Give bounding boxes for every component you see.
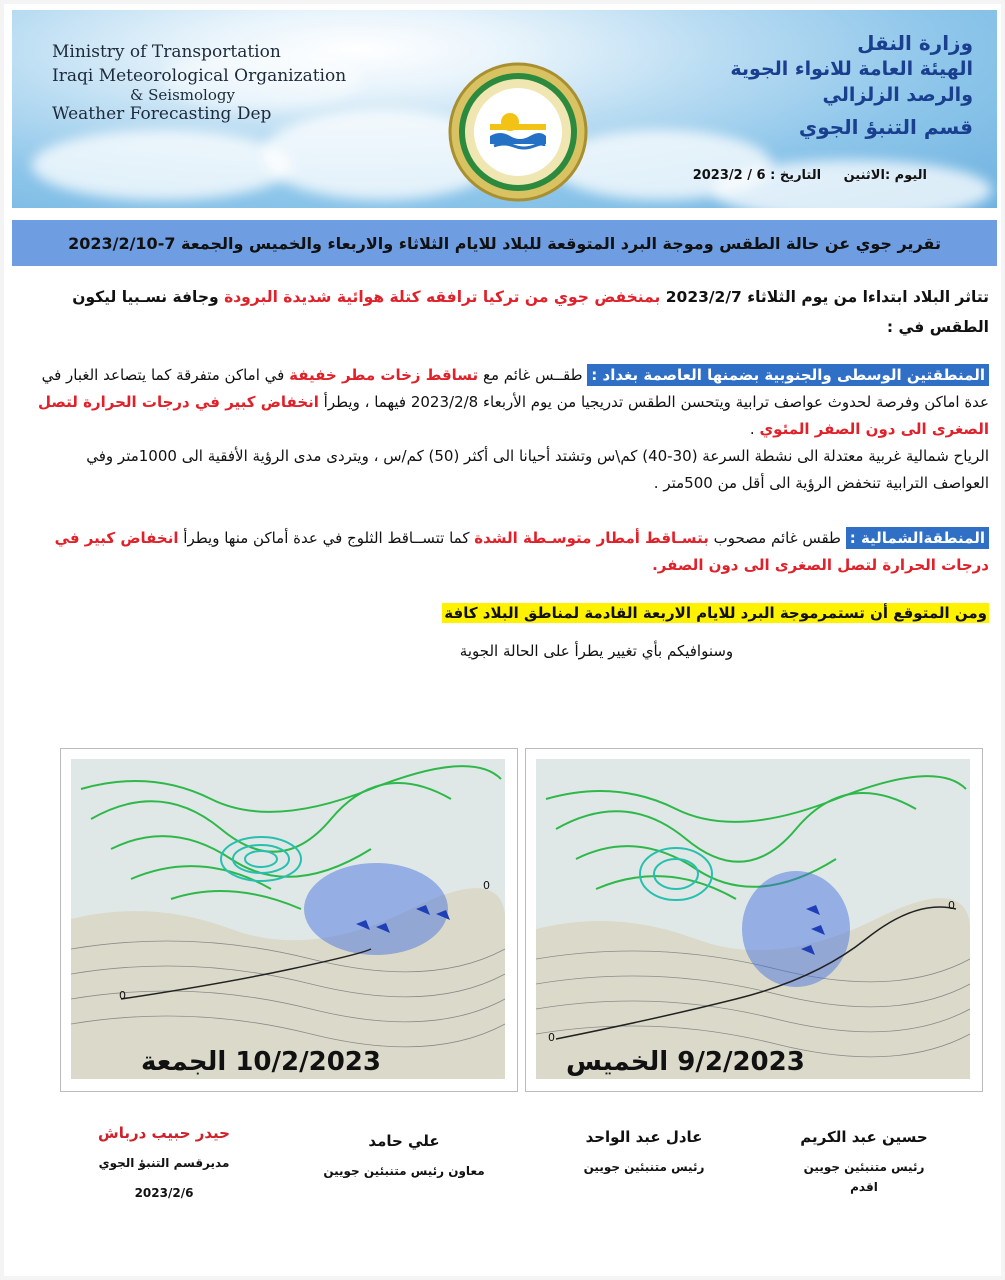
signatory-title: رئيس متنبئين جويين [803, 1160, 925, 1174]
north-temp-text: انخفاض كبير في درجات الحرارة لتصل الصغرى الى دون الصفر. [54, 529, 989, 574]
synoptic-chart-thursday [536, 759, 970, 1079]
report-title-bar [12, 220, 997, 266]
date-label: التاريخ : 6 / 2023/2 [692, 168, 822, 183]
central-heading: المنطقتين الوسطى والجنوبية بضمنها العاصمة بغداد : [587, 364, 989, 386]
department-name-ar: قسم التنبؤ الجوي [798, 115, 973, 139]
weather-map-thursday [525, 748, 983, 1092]
organization-name-ar: الهيئة العامة للانواء الجوية [730, 58, 973, 80]
intro-text-2: وجافة نسـبيا ليكون الطقس في : [72, 288, 989, 336]
north-heading: المنطقةالشمالية : [846, 527, 989, 549]
department-name-en: Weather Forecasting Dep [52, 104, 272, 124]
director-title: مديرقسم التنبؤ الجوي [98, 1156, 230, 1170]
intro-paragraph [34, 282, 989, 342]
svg-text:0: 0 [548, 1031, 555, 1044]
organization-name-en: Iraqi Meteorological Organization [52, 66, 347, 86]
central-text-1: طقــس غائم مع [478, 366, 588, 384]
svg-text:0: 0 [948, 899, 955, 912]
svg-text:0: 0 [483, 879, 490, 892]
central-text-3: . [749, 420, 760, 438]
signatory-name: عادل عبد الواحد [585, 1128, 703, 1146]
wind-paragraph: الرياح شمالية غربية معتدلة الى نشطة السرعة (30-40) كم\س وتشتد أحيانا الى أكثر (50) كم/س ، ويتردى مدى الرؤية الأفقية الى 1000متر وفي العواصف الترابية تنخفض الرؤية الى أقل من 500متر . [86, 447, 989, 492]
report-title: تقرير جوي عن حالة الطقس وموجة البرد المتوقعة للبلاد للايام الثلاثاء والاربعاء والخميس والجمعة 7-2023/2/10 [68, 233, 941, 253]
letterhead [12, 10, 997, 208]
expectation-text: ومن المتوقع أن تستمرموجة البرد للايام الاربعة القادمة لمناطق البلاد كافة [444, 604, 987, 622]
north-rain-text: بتسـاقط أمطار متوسـطة الشدة [474, 529, 709, 547]
expectation-line [34, 603, 989, 622]
map-caption-thursday: 9/2/2023 الخميس [566, 1047, 805, 1077]
issue-date [675, 168, 927, 183]
signature-block-3 [294, 1132, 514, 1178]
north-text-2: كما تتســاقط الثلوج في عدة أماكن منها ويطرأ [178, 529, 475, 547]
intro-text-red: بمنخفض جوي من تركيا ترافقه كتلة هوائية شديدة البرودة [224, 288, 661, 306]
north-paragraph [34, 525, 989, 579]
arabic-organization-name [730, 30, 973, 142]
report-body [34, 272, 989, 660]
signatory-title: معاون رئيس متنبئين جويين [323, 1164, 485, 1178]
signature-date: 2023/2/6 [134, 1186, 194, 1200]
map-caption-friday: 10/2/2023 الجمعة [141, 1047, 381, 1077]
organization-logo [444, 58, 592, 206]
signature-block-4 [64, 1124, 264, 1200]
signatory-title: رئيس متنبئين جويين [583, 1160, 705, 1174]
north-text-1: طقس غائم مصحوب [708, 529, 846, 547]
day-label: اليوم :الاثنين [843, 168, 927, 183]
director-name: حيدر حبيب درباش [98, 1124, 230, 1142]
english-organization-name [52, 40, 346, 126]
signature-block-1 [764, 1128, 964, 1194]
central-temp-text: انخفاض كبير في درجات الحرارة لتصل الصغرى الى دون الصفر المئوي [37, 393, 989, 438]
central-southern-section [34, 362, 989, 497]
signatory-name: حسين عبد الكريم [800, 1128, 928, 1146]
report-page [4, 4, 1001, 1276]
intro-text-1: تتاثر البلاد ابتداءا من يوم الثلاثاء 2023/2/7 [660, 288, 989, 306]
synoptic-chart-friday [71, 759, 505, 1079]
weather-map-friday [60, 748, 518, 1092]
ministry-name-en: Ministry of Transportation [52, 42, 281, 62]
central-paragraph [34, 362, 989, 443]
signatory-title-extra: اقدم [850, 1180, 878, 1194]
svg-text:0: 0 [119, 989, 126, 1002]
signature-block-2 [544, 1128, 744, 1174]
central-rain-text: تساقط زخات مطر خفيفة [289, 366, 479, 384]
northern-section [34, 525, 989, 579]
ministry-name-ar: وزارة النقل [857, 31, 973, 55]
signatory-name: علي حامد [368, 1132, 440, 1150]
central-text-2: في اماكن متفرقة كما يتصاعد الغبار في عدة اماكن وفرصة لحدوث عواصف ترابية ويتحسن الطقس تدريجيا من يوم الأربعاء 2023/2/8 فيهما ، ويطرأ [41, 366, 989, 411]
farewell-text: وسنوافيكم بأي تغيير يطرأ على الحالة الجوية [459, 642, 734, 660]
seismology-ar: والرصد الزلزالي [822, 84, 973, 106]
seismology-en: & Seismology [130, 86, 235, 104]
